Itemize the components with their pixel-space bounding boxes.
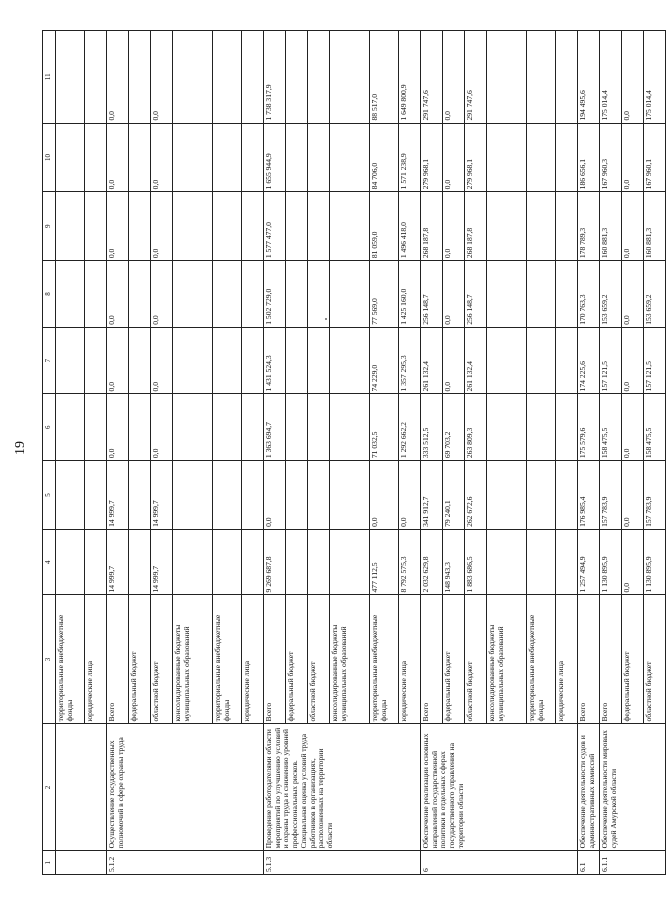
funding-source-cell: Всего	[578, 595, 600, 724]
amount-cell: 0,0	[622, 327, 644, 394]
amount-cell	[556, 529, 578, 595]
amount-cell: 158 475,5	[644, 394, 666, 461]
amount-cell: 279 968,1	[421, 123, 443, 192]
amount-cell: 0,0	[107, 31, 129, 124]
funding-source-cell: территориальные внебюджетные фонды	[370, 595, 399, 724]
amount-cell	[56, 529, 85, 595]
amount-cell	[242, 192, 264, 261]
amount-cell	[129, 394, 151, 461]
amount-cell	[242, 461, 264, 530]
amount-cell: 8 792 575,3	[399, 529, 421, 595]
amount-cell: 0,0	[107, 123, 129, 192]
amount-cell	[286, 529, 308, 595]
amount-cell	[129, 529, 151, 595]
amount-cell: 263 809,3	[465, 394, 487, 461]
funding-source-cell: федеральный бюджет	[286, 595, 308, 724]
amount-cell: 157 783,9	[600, 461, 622, 530]
table-body	[43, 31, 666, 875]
funding-source-cell: Всего	[264, 595, 286, 724]
amount-cell	[173, 529, 213, 595]
activity-name-cell: Обеспечение деятельности судов и административных комиссий	[578, 724, 600, 851]
amount-cell	[330, 394, 370, 461]
activity-name-cell: Обеспечение деятельности мировых судей Амурской области	[600, 724, 666, 851]
amount-cell: 71 032,5	[370, 394, 399, 461]
header-cell: 9	[43, 192, 56, 261]
row-number-cell	[56, 851, 107, 875]
row-number-cell: 6.1.1	[600, 851, 666, 875]
amount-cell	[527, 123, 556, 192]
amount-cell	[213, 123, 242, 192]
amount-cell	[308, 31, 330, 124]
amount-cell: 0,0	[107, 192, 129, 261]
amount-cell: 0,0	[622, 123, 644, 192]
amount-cell	[85, 394, 107, 461]
amount-cell: 291 747,6	[465, 31, 487, 124]
table-row	[107, 31, 129, 875]
table-row	[578, 31, 600, 875]
amount-cell	[487, 461, 527, 530]
amount-cell	[330, 31, 370, 124]
amount-cell: 291 747,6	[421, 31, 443, 124]
amount-cell	[286, 192, 308, 261]
row-number-cell: 5.1.3	[264, 851, 421, 875]
amount-cell: 77 569,0	[370, 261, 399, 328]
amount-cell: 174 225,6	[578, 327, 600, 394]
amount-cell: 477 112,5	[370, 529, 399, 595]
amount-cell	[56, 261, 85, 328]
amount-cell	[487, 261, 527, 328]
amount-cell: 176 985,4	[578, 461, 600, 530]
amount-cell	[213, 327, 242, 394]
amount-cell: 1 496 418,0	[399, 192, 421, 261]
amount-cell: 175 014,4	[600, 31, 622, 124]
amount-cell	[56, 327, 85, 394]
amount-cell	[129, 461, 151, 530]
amount-cell	[242, 31, 264, 124]
header-row	[43, 31, 56, 875]
amount-cell	[242, 327, 264, 394]
header-cell: 11	[43, 31, 56, 124]
amount-cell	[129, 261, 151, 328]
amount-cell	[286, 123, 308, 192]
amount-cell: 178 789,3	[578, 192, 600, 261]
amount-cell	[173, 461, 213, 530]
amount-cell: 1 363 694,7	[264, 394, 286, 461]
funding-source-cell: федеральный бюджет	[129, 595, 151, 724]
amount-cell: 0,0	[443, 31, 465, 124]
amount-cell	[129, 123, 151, 192]
amount-cell: 148 943,3	[443, 529, 465, 595]
amount-cell	[527, 261, 556, 328]
amount-cell: 1 571 238,9	[399, 123, 421, 192]
activity-name-cell	[56, 724, 107, 851]
amount-cell	[173, 192, 213, 261]
header-cell: 3	[43, 595, 56, 724]
amount-cell: 268 187,8	[465, 192, 487, 261]
amount-cell: 0,0	[443, 192, 465, 261]
amount-cell	[330, 461, 370, 530]
table-row	[56, 31, 85, 875]
amount-cell	[286, 394, 308, 461]
amount-cell: 167 960,1	[644, 123, 666, 192]
amount-cell: 0,0	[622, 461, 644, 530]
amount-cell: 333 512,5	[421, 394, 443, 461]
amount-cell: 0,0	[151, 123, 173, 192]
amount-cell: 0,0	[151, 327, 173, 394]
amount-cell: 0,0	[151, 31, 173, 124]
amount-cell	[527, 31, 556, 124]
amount-cell	[330, 192, 370, 261]
amount-cell	[56, 461, 85, 530]
amount-cell: 0,0	[443, 261, 465, 328]
funding-source-cell: юридические лица	[242, 595, 264, 724]
rotated-table-container	[42, 30, 653, 875]
funding-source-cell: Всего	[107, 595, 129, 724]
amount-cell	[56, 192, 85, 261]
amount-cell: 1 738 317,9	[264, 31, 286, 124]
funding-source-cell: территориальные внебюджетные фонды	[527, 595, 556, 724]
funding-source-cell: Всего	[421, 595, 443, 724]
amount-cell: 0,0	[107, 261, 129, 328]
table-row	[264, 31, 286, 875]
amount-cell	[286, 261, 308, 328]
amount-cell	[85, 327, 107, 394]
header-cell: 7	[43, 327, 56, 394]
amount-cell	[308, 529, 330, 595]
amount-cell: 0,0	[443, 123, 465, 192]
amount-cell: 175 014,4	[644, 31, 666, 124]
amount-cell	[213, 31, 242, 124]
amount-cell: 0,0	[622, 31, 644, 124]
funding-source-cell: консолидированные бюджеты муниципальных образований	[173, 595, 213, 724]
amount-cell	[308, 394, 330, 461]
amount-cell	[213, 461, 242, 530]
amount-cell: 88 517,0	[370, 31, 399, 124]
amount-cell	[308, 123, 330, 192]
amount-cell	[487, 394, 527, 461]
amount-cell	[487, 123, 527, 192]
funding-source-cell: территориальные внебюджетные фонды	[213, 595, 242, 724]
amount-cell	[173, 123, 213, 192]
row-number-cell: 6.1	[578, 851, 600, 875]
amount-cell: 79 240,1	[443, 461, 465, 530]
header-cell: 2	[43, 724, 56, 851]
amount-cell	[308, 461, 330, 530]
row-number-cell: 5.1.2	[107, 851, 264, 875]
amount-cell	[527, 192, 556, 261]
amount-cell	[286, 461, 308, 530]
amount-cell	[556, 394, 578, 461]
header-cell: 5	[43, 461, 56, 530]
amount-cell: 256 148,7	[421, 261, 443, 328]
amount-cell: 1 655 944,9	[264, 123, 286, 192]
amount-cell: 0,0	[107, 394, 129, 461]
amount-cell	[213, 394, 242, 461]
amount-cell	[487, 31, 527, 124]
amount-cell: 262 672,6	[465, 461, 487, 530]
amount-cell: 84 706,0	[370, 123, 399, 192]
amount-cell: 0,0	[370, 461, 399, 530]
row-number-cell: 6	[421, 851, 578, 875]
amount-cell	[173, 261, 213, 328]
funding-source-cell: областной бюджет	[644, 595, 666, 724]
amount-cell	[213, 529, 242, 595]
header-cell: 6	[43, 394, 56, 461]
amount-cell	[129, 192, 151, 261]
amount-cell: 1 292 662,2	[399, 394, 421, 461]
amount-cell: 268 187,8	[421, 192, 443, 261]
amount-cell	[487, 327, 527, 394]
funding-source-cell: областной бюджет	[151, 595, 173, 724]
funding-source-cell: территориальные внебюджетные фонды	[56, 595, 85, 724]
amount-cell: 175 579,6	[578, 394, 600, 461]
amount-cell: 0,0	[151, 394, 173, 461]
amount-cell: 1 649 800,9	[399, 31, 421, 124]
amount-cell: 1 577 477,0	[264, 192, 286, 261]
amount-cell: 0,0	[622, 529, 644, 595]
amount-cell: 341 912,7	[421, 461, 443, 530]
amount-cell: 1 502 729,0	[264, 261, 286, 328]
amount-cell	[173, 31, 213, 124]
activity-name-cell: Осуществление государственных полномочий в сфере охраны труда	[107, 724, 264, 851]
amount-cell	[330, 327, 370, 394]
header-cell: 10	[43, 123, 56, 192]
amount-cell	[85, 31, 107, 124]
amount-cell: 153 659,2	[644, 261, 666, 328]
amount-cell: 170 763,3	[578, 261, 600, 328]
funding-source-cell: консолидированные бюджеты муниципальных образований	[487, 595, 527, 724]
amount-cell: 0,0	[151, 261, 173, 328]
amount-cell: 261 132,4	[421, 327, 443, 394]
amount-cell: 158 475,5	[600, 394, 622, 461]
amount-cell: 74 229,0	[370, 327, 399, 394]
amount-cell	[242, 123, 264, 192]
amount-cell	[129, 31, 151, 124]
amount-cell: 186 656,1	[578, 123, 600, 192]
amount-cell	[330, 261, 370, 328]
amount-cell	[308, 261, 330, 328]
activity-name-cell: Проведение работодателями области мероприятий по улучшению условий и охраны труда и снижению уровней профессиональных рисков. Специальная оценка условий труда работников в организациях, расположенных на территории области	[264, 724, 421, 851]
amount-cell: 81 059,0	[370, 192, 399, 261]
amount-cell	[85, 529, 107, 595]
funding-source-cell: юридические лица	[85, 595, 107, 724]
amount-cell	[330, 529, 370, 595]
amount-cell	[556, 192, 578, 261]
amount-cell	[286, 31, 308, 124]
amount-cell: 69 703,2	[443, 394, 465, 461]
amount-cell: 256 148,7	[465, 261, 487, 328]
amount-cell	[85, 261, 107, 328]
header-cell: 1	[43, 851, 56, 875]
amount-cell	[85, 461, 107, 530]
amount-cell	[308, 192, 330, 261]
amount-cell	[527, 394, 556, 461]
amount-cell	[56, 31, 85, 124]
header-cell: 4	[43, 529, 56, 595]
amount-cell	[556, 123, 578, 192]
funding-source-cell: областной бюджет	[308, 595, 330, 724]
funding-source-cell: федеральный бюджет	[622, 595, 644, 724]
amount-cell	[527, 327, 556, 394]
amount-cell: 0,0	[622, 261, 644, 328]
amount-cell: 1 130 895,9	[644, 529, 666, 595]
amount-cell: 0,0	[622, 394, 644, 461]
amount-cell: 1 357 295,3	[399, 327, 421, 394]
table-row	[600, 31, 622, 875]
amount-cell: 14 999,7	[107, 529, 129, 595]
amount-cell: 0,0	[443, 327, 465, 394]
amount-cell: 157 121,5	[600, 327, 622, 394]
amount-cell	[213, 261, 242, 328]
header-cell: 8	[43, 261, 56, 328]
amount-cell: 1 431 524,3	[264, 327, 286, 394]
amount-cell	[242, 261, 264, 328]
amount-cell: 14 999,7	[151, 529, 173, 595]
amount-cell	[173, 394, 213, 461]
amount-cell: 167 960,3	[600, 123, 622, 192]
amount-cell: 157 783,9	[644, 461, 666, 530]
amount-cell	[527, 461, 556, 530]
amount-cell	[56, 123, 85, 192]
amount-cell	[242, 394, 264, 461]
amount-cell: 157 121,5	[644, 327, 666, 394]
amount-cell: 1 883 686,5	[465, 529, 487, 595]
activity-name-cell: Обеспечение реализации основных направлений государственной политики в отдельных сферах государственного управления на территории области	[421, 724, 578, 851]
amount-cell: 160 881,3	[644, 192, 666, 261]
amount-cell: 1 257 494,9	[578, 529, 600, 595]
amount-cell: 279 968,1	[465, 123, 487, 192]
amount-cell	[85, 123, 107, 192]
amount-cell	[56, 394, 85, 461]
amount-cell: 2 032 629,8	[421, 529, 443, 595]
amount-cell	[308, 327, 330, 394]
amount-cell: 160 881,3	[600, 192, 622, 261]
amount-cell: 0,0	[151, 192, 173, 261]
amount-cell	[286, 327, 308, 394]
funding-source-cell: юридические лица	[556, 595, 578, 724]
budget-table	[42, 30, 666, 875]
amount-cell	[242, 529, 264, 595]
amount-cell	[85, 192, 107, 261]
funding-source-cell: областной бюджет	[465, 595, 487, 724]
amount-cell: 9 269 687,8	[264, 529, 286, 595]
amount-cell	[527, 529, 556, 595]
amount-cell: 14 999,7	[107, 461, 129, 530]
amount-cell	[556, 261, 578, 328]
funding-source-cell: юридические лица	[399, 595, 421, 724]
amount-cell: 0,0	[399, 461, 421, 530]
amount-cell	[173, 327, 213, 394]
funding-source-cell: федеральный бюджет	[443, 595, 465, 724]
amount-cell	[556, 327, 578, 394]
amount-cell: 194 495,6	[578, 31, 600, 124]
amount-cell: 153 659,2	[600, 261, 622, 328]
amount-cell: 261 132,4	[465, 327, 487, 394]
amount-cell: 1 425 160,0	[399, 261, 421, 328]
funding-source-cell: консолидированные бюджеты муниципальных образований	[330, 595, 370, 724]
amount-cell	[487, 529, 527, 595]
amount-cell	[129, 327, 151, 394]
amount-cell	[556, 461, 578, 530]
amount-cell: 0,0	[622, 192, 644, 261]
amount-cell: 0,0	[107, 327, 129, 394]
amount-cell	[487, 192, 527, 261]
amount-cell	[556, 31, 578, 124]
amount-cell: 1 130 895,9	[600, 529, 622, 595]
amount-cell: 14 999,7	[151, 461, 173, 530]
funding-source-cell: Всего	[600, 595, 622, 724]
amount-cell: 0,0	[264, 461, 286, 530]
table-row	[421, 31, 443, 875]
page-number: 19	[13, 441, 28, 455]
amount-cell	[213, 192, 242, 261]
amount-cell	[330, 123, 370, 192]
